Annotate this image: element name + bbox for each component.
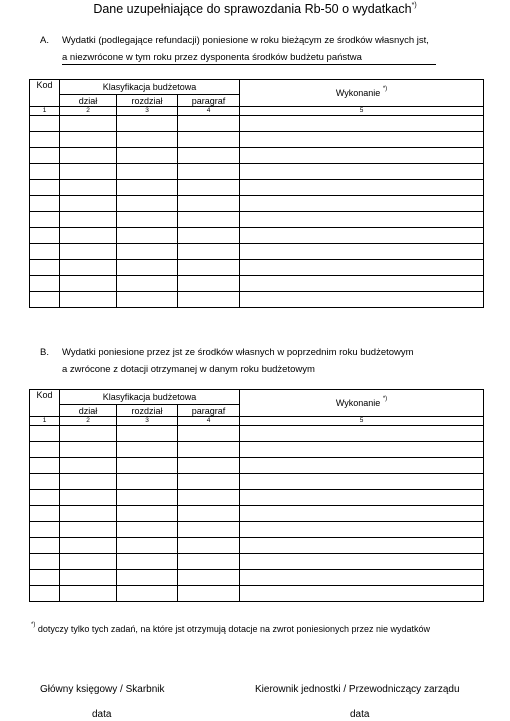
entry-cell[interactable] xyxy=(178,538,240,554)
entry-cell[interactable] xyxy=(60,244,117,260)
entry-cell[interactable] xyxy=(30,164,60,180)
table-row xyxy=(30,116,484,132)
header-wykonanie xyxy=(240,80,484,107)
entry-cell[interactable] xyxy=(60,554,117,570)
header-wykonanie xyxy=(240,390,484,417)
entry-cell[interactable] xyxy=(178,490,240,506)
entry-cell[interactable] xyxy=(240,276,484,292)
table-row xyxy=(30,442,484,458)
entry-cell[interactable] xyxy=(117,132,178,148)
entry-cell[interactable] xyxy=(117,586,178,602)
entry-cell[interactable] xyxy=(117,164,178,180)
entry-cell[interactable] xyxy=(60,116,117,132)
footnote xyxy=(31,624,430,634)
entry-cell[interactable] xyxy=(30,212,60,228)
table-a xyxy=(29,79,484,308)
entry-cell[interactable] xyxy=(178,260,240,276)
entry-cell[interactable] xyxy=(117,554,178,570)
entry-cell[interactable] xyxy=(178,164,240,180)
table-row xyxy=(30,292,484,308)
entry-cell[interactable] xyxy=(30,506,60,522)
entry-cell[interactable] xyxy=(240,458,484,474)
col-number: 3 xyxy=(117,107,178,116)
entry-cell[interactable] xyxy=(240,570,484,586)
entry-cell[interactable] xyxy=(178,148,240,164)
entry-cell[interactable] xyxy=(178,586,240,602)
entry-cell[interactable] xyxy=(60,180,117,196)
table-row xyxy=(30,570,484,586)
entry-cell[interactable] xyxy=(240,522,484,538)
header-klasyfikacja: Klasyfikacja budżetowa xyxy=(60,80,240,95)
entry-cell[interactable] xyxy=(60,538,117,554)
entry-cell[interactable] xyxy=(240,426,484,442)
entry-cell[interactable] xyxy=(30,244,60,260)
entry-cell[interactable] xyxy=(60,292,117,308)
entry-cell[interactable] xyxy=(117,276,178,292)
entry-cell[interactable] xyxy=(178,196,240,212)
entry-cell[interactable] xyxy=(117,570,178,586)
table-row xyxy=(30,586,484,602)
entry-cell[interactable] xyxy=(240,228,484,244)
entry-cell[interactable] xyxy=(117,490,178,506)
title-text: Dane uzupełniające do sprawozdania Rb-50 o wydatkach xyxy=(93,2,412,16)
entry-cell[interactable] xyxy=(178,228,240,244)
entry-cell[interactable] xyxy=(117,180,178,196)
entry-cell[interactable] xyxy=(117,244,178,260)
entry-cell[interactable] xyxy=(60,586,117,602)
entry-cell[interactable] xyxy=(30,148,60,164)
table-row xyxy=(30,538,484,554)
table-row xyxy=(30,506,484,522)
table-row xyxy=(30,260,484,276)
section-b-letter: B. xyxy=(40,347,49,358)
entry-cell[interactable] xyxy=(178,244,240,260)
entry-cell[interactable] xyxy=(240,538,484,554)
entry-cell[interactable] xyxy=(178,276,240,292)
col-number: 5 xyxy=(240,417,484,426)
entry-cell[interactable] xyxy=(60,442,117,458)
entry-cell[interactable] xyxy=(60,212,117,228)
entry-cell[interactable] xyxy=(30,538,60,554)
entry-cell[interactable] xyxy=(240,212,484,228)
table-row xyxy=(30,426,484,442)
entry-cell[interactable] xyxy=(60,570,117,586)
entry-cell[interactable] xyxy=(178,180,240,196)
entry-cell[interactable] xyxy=(178,570,240,586)
header-dzial: dział xyxy=(60,95,117,107)
col-number: 1 xyxy=(30,417,60,426)
entry-cell[interactable] xyxy=(30,522,60,538)
header-dzial: dział xyxy=(60,405,117,417)
col-number: 4 xyxy=(178,107,240,116)
signature-right-date: data xyxy=(350,709,370,720)
entry-cell[interactable] xyxy=(117,148,178,164)
entry-cell[interactable] xyxy=(60,132,117,148)
table-row xyxy=(30,180,484,196)
entry-cell[interactable] xyxy=(60,164,117,180)
signature-left-title: Główny księgowy / Skarbnik xyxy=(40,684,165,695)
col-number: 1 xyxy=(30,107,60,116)
entry-cell[interactable] xyxy=(117,228,178,244)
table-row xyxy=(30,228,484,244)
entry-cell[interactable] xyxy=(30,442,60,458)
entry-cell[interactable] xyxy=(178,212,240,228)
table-row xyxy=(30,458,484,474)
entry-cell[interactable] xyxy=(30,260,60,276)
entry-cell[interactable] xyxy=(60,228,117,244)
entry-cell[interactable] xyxy=(117,538,178,554)
entry-cell[interactable] xyxy=(30,570,60,586)
entry-cell[interactable] xyxy=(178,132,240,148)
entry-cell[interactable] xyxy=(117,292,178,308)
table-row xyxy=(30,164,484,180)
entry-cell[interactable] xyxy=(117,522,178,538)
footnote-mark: *) xyxy=(31,622,36,628)
entry-cell[interactable] xyxy=(60,276,117,292)
col-number: 5 xyxy=(240,107,484,116)
table-row xyxy=(30,276,484,292)
entry-cell[interactable] xyxy=(178,506,240,522)
header-rozdzial: rozdział xyxy=(117,95,178,107)
header-rozdzial: rozdział xyxy=(117,405,178,417)
entry-cell[interactable] xyxy=(60,426,117,442)
entry-cell[interactable] xyxy=(117,458,178,474)
entry-cell[interactable] xyxy=(30,426,60,442)
table-row xyxy=(30,212,484,228)
header-kod: Kod xyxy=(30,390,60,417)
entry-cell[interactable] xyxy=(117,506,178,522)
entry-cell[interactable] xyxy=(117,212,178,228)
entry-cell[interactable] xyxy=(178,474,240,490)
header-kod: Kod xyxy=(30,80,60,107)
header-wykonanie-text: Wykonanie xyxy=(335,398,381,408)
entry-cell[interactable] xyxy=(117,196,178,212)
entry-cell[interactable] xyxy=(30,228,60,244)
section-a-line2: a niezwrócone w tym roku przez dysponenta środków budżetu państwa xyxy=(62,52,362,63)
header-paragraf: paragraf xyxy=(178,405,240,417)
entry-cell[interactable] xyxy=(178,522,240,538)
section-a-underline xyxy=(62,64,436,65)
entry-cell[interactable] xyxy=(60,260,117,276)
entry-cell[interactable] xyxy=(60,490,117,506)
header-wykonanie-text: Wykonanie xyxy=(335,88,381,98)
entry-cell[interactable] xyxy=(30,276,60,292)
entry-cell[interactable] xyxy=(178,554,240,570)
page-title xyxy=(0,2,510,16)
entry-cell[interactable] xyxy=(178,292,240,308)
signature-left-date: data xyxy=(92,709,112,720)
entry-cell[interactable] xyxy=(60,148,117,164)
entry-cell[interactable] xyxy=(178,458,240,474)
signature-right-title: Kierownik jednostki / Przewodniczący zarządu xyxy=(255,684,460,695)
entry-cell[interactable] xyxy=(30,180,60,196)
section-a-line1: Wydatki (podlegające refundacji) poniesione w roku bieżącym ze środków własnych jst, xyxy=(62,35,429,46)
entry-cell[interactable] xyxy=(240,132,484,148)
entry-cell[interactable] xyxy=(240,442,484,458)
section-a-letter: A. xyxy=(40,35,49,46)
section-b-line1: Wydatki poniesione przez jst ze środków własnych w poprzednim roku budżetowym xyxy=(62,347,414,358)
table-row xyxy=(30,148,484,164)
entry-cell[interactable] xyxy=(240,260,484,276)
title-footnote-mark: *) xyxy=(411,1,417,9)
table-row xyxy=(30,522,484,538)
section-b-line2: a zwrócone z dotacji otrzymanej w danym roku budżetowym xyxy=(62,364,315,375)
table-row xyxy=(30,554,484,570)
entry-cell[interactable] xyxy=(60,196,117,212)
table-row xyxy=(30,490,484,506)
entry-cell[interactable] xyxy=(30,554,60,570)
entry-cell[interactable] xyxy=(30,586,60,602)
entry-cell[interactable] xyxy=(117,474,178,490)
entry-cell[interactable] xyxy=(240,196,484,212)
header-wykonanie-mark: *) xyxy=(382,86,388,92)
entry-cell[interactable] xyxy=(178,116,240,132)
entry-cell[interactable] xyxy=(178,426,240,442)
col-number: 2 xyxy=(60,107,117,116)
footnote-text: dotyczy tylko tych zadań, na które jst otrzymują dotacje na zwrot poniesionych przez nie wydatków xyxy=(37,624,431,634)
entry-cell[interactable] xyxy=(30,474,60,490)
entry-cell[interactable] xyxy=(240,554,484,570)
entry-cell[interactable] xyxy=(30,132,60,148)
entry-cell[interactable] xyxy=(240,292,484,308)
table-row xyxy=(30,132,484,148)
entry-cell[interactable] xyxy=(240,506,484,522)
col-number: 3 xyxy=(117,417,178,426)
entry-cell[interactable] xyxy=(240,180,484,196)
entry-cell[interactable] xyxy=(60,474,117,490)
entry-cell[interactable] xyxy=(240,148,484,164)
entry-cell[interactable] xyxy=(240,586,484,602)
entry-cell[interactable] xyxy=(240,490,484,506)
table-row xyxy=(30,244,484,260)
entry-cell[interactable] xyxy=(240,244,484,260)
entry-cell[interactable] xyxy=(240,474,484,490)
header-klasyfikacja: Klasyfikacja budżetowa xyxy=(60,390,240,405)
col-number: 4 xyxy=(178,417,240,426)
entry-cell[interactable] xyxy=(117,260,178,276)
col-number: 2 xyxy=(60,417,117,426)
entry-cell[interactable] xyxy=(60,458,117,474)
table-b xyxy=(29,389,484,602)
entry-cell[interactable] xyxy=(30,490,60,506)
entry-cell[interactable] xyxy=(60,506,117,522)
entry-cell[interactable] xyxy=(178,442,240,458)
header-paragraf: paragraf xyxy=(178,95,240,107)
table-row xyxy=(30,196,484,212)
entry-cell[interactable] xyxy=(117,442,178,458)
header-wykonanie-mark: *) xyxy=(382,396,388,402)
entry-cell[interactable] xyxy=(240,164,484,180)
entry-cell[interactable] xyxy=(30,458,60,474)
entry-cell[interactable] xyxy=(30,196,60,212)
entry-cell[interactable] xyxy=(117,426,178,442)
entry-cell[interactable] xyxy=(30,116,60,132)
table-row xyxy=(30,474,484,490)
entry-cell[interactable] xyxy=(30,292,60,308)
entry-cell[interactable] xyxy=(240,116,484,132)
entry-cell[interactable] xyxy=(117,116,178,132)
entry-cell[interactable] xyxy=(60,522,117,538)
